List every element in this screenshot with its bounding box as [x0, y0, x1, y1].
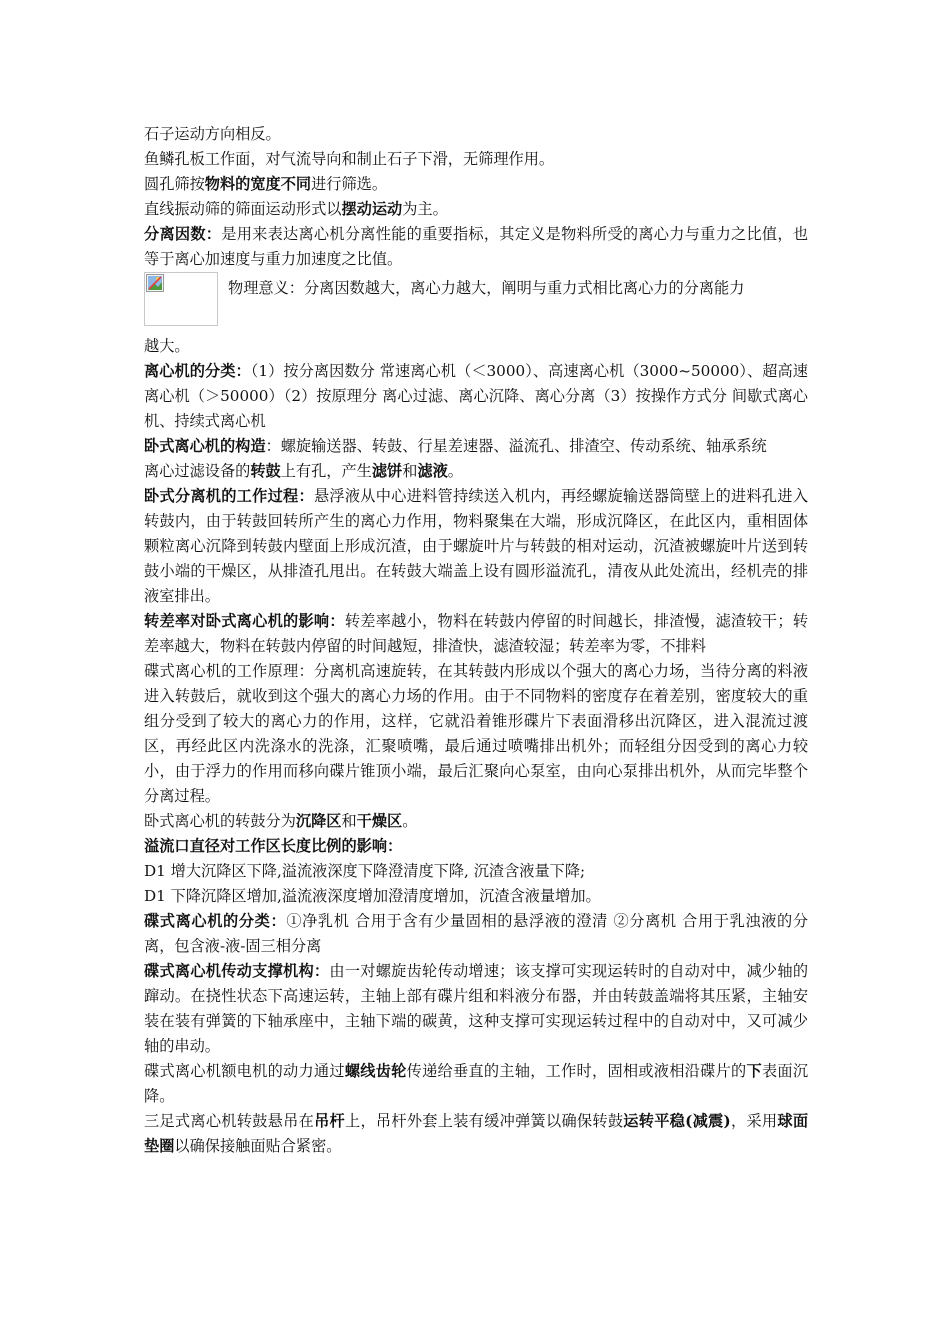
text: 为主。	[402, 200, 448, 218]
paragraph	[144, 147, 808, 172]
text: 石子运动方向相反。	[144, 125, 281, 143]
paragraph-structure	[144, 434, 808, 459]
paragraph	[144, 334, 808, 359]
paragraph-disc-support	[144, 959, 808, 1059]
text: 。	[402, 812, 418, 830]
text: 和	[402, 462, 418, 480]
bold-term: 转鼓	[250, 462, 281, 480]
text: 是用来表达离心机分离性能的重要指标，其定义是物料所受的离心力与重力之比值，也等于离心加速度与重力加速度之比值。	[144, 225, 809, 268]
text: 悬浮液从中心进料管持续送入机内，再经螺旋输送器筒壁上的进料孔进入转鼓内，由于转鼓回转所产生的离心力作用，物料聚集在大端，形成沉降区，在此区内，重相固体颗粒离心沉降到转鼓内壁面上形成沉渣，由于螺旋叶片与转鼓的相对运动，沉渣被螺旋叶片送到转鼓小端的干燥区，从排渣孔甩出。在转鼓大端盖上设有圆形溢流孔，清夜从此处流出，经机壳的排液室排出。	[144, 487, 809, 605]
text: ①净乳机 合用于含有少量固相的悬浮液的澄清 ②分离机 合用于乳浊液的分离，包含液-液-固三相分离	[144, 912, 809, 955]
text: D1 增大沉降区下降,溢流液深度下降澄清度下降, 沉渣含液量下降;	[144, 862, 586, 880]
term-label: 溢流口直径对工作区长度比例的影响：	[144, 837, 403, 855]
text: D1 下降沉降区增加,溢流液深度增加澄清度增加，沉渣含液量增加。	[144, 887, 601, 905]
text: 鱼鳞孔板工作面，对气流导向和制止石子下滑，无筛理作用。	[144, 150, 555, 168]
term-label: 离心机的分类：	[144, 362, 251, 380]
paragraph	[144, 197, 808, 222]
bold-term: 滤液	[417, 462, 448, 480]
paragraph-disc-principle	[144, 659, 808, 809]
term-label: 碟式离心机的分类：	[144, 912, 287, 930]
broken-image-icon	[146, 274, 164, 292]
text: 和	[341, 812, 357, 830]
paragraph	[144, 122, 808, 147]
paragraph-disc-classification	[144, 909, 808, 959]
physical-meaning-text: 物理意义：分离因数越大，离心力越大，阐明与重力式相比离心力的分离能力	[228, 279, 745, 297]
text: 由一对螺旋齿轮传动增速；该支撑可实现运转时的自动对中，减少轴的蹿动。在挠性状态下高速运转，主轴上部有碟片组和料液分布器，并由转鼓盖端将其压紧，主轴安装在装有弹簧的下轴承座中，主轴下端的碳黄，这种支撑可实现运转过程中的自动对中，又可减少轴的串动。	[144, 962, 809, 1055]
figure-line	[144, 272, 808, 334]
paragraph-d1-down	[144, 884, 808, 909]
text: 离心过滤设备的	[144, 462, 251, 480]
bold-term: 运转平稳(减震)	[623, 1112, 731, 1130]
paragraph-separation-factor	[144, 222, 808, 272]
text: 三足式离心机转鼓悬吊在	[144, 1112, 315, 1130]
bold-term: 摆动运动	[341, 200, 403, 218]
text: 越大。	[144, 337, 190, 355]
bold-term: 球面垫圈	[144, 1112, 809, 1155]
term-label: 卧式离心机的构造	[144, 437, 266, 455]
bold-term: 螺线齿轮	[344, 1062, 407, 1080]
text: ：螺旋输送器、转鼓、行星差速器、溢流孔、排渣空、传动系统、轴承系统	[265, 437, 767, 455]
term-label: 分离因数：	[144, 225, 222, 243]
text: 直线振动筛的筛面运动形式以	[144, 200, 342, 218]
text: 圆孔筛按	[144, 175, 205, 193]
paragraph-d1-up	[144, 859, 808, 884]
paragraph-speed-diff	[144, 609, 808, 659]
text: 进行筛选。	[311, 175, 387, 193]
text: 上有孔，产生	[280, 462, 372, 480]
text: 卧式离心机的转鼓分为	[144, 812, 296, 830]
paragraph-classification	[144, 359, 808, 434]
text: 碟式离心机额电机的动力通过	[144, 1062, 345, 1080]
paragraph-process	[144, 484, 808, 609]
text: ，采用	[730, 1112, 778, 1130]
bold-term: 沉降区	[295, 812, 342, 830]
paragraph-disc-motor	[144, 1059, 808, 1109]
text: （1）按分离因数分 常速离心机（＜3000）、高速离心机（3000~50000）、超高速离心机（＞50000）（2）按原理分 离心过滤、离心沉降、离心分离（3）按操作方式分 间歇式离心机、持续式离心机	[144, 362, 808, 430]
text: 表面沉降。	[144, 1062, 809, 1105]
text: 。	[447, 462, 463, 480]
paragraph-drum-zones	[144, 809, 808, 834]
text: 转差率越小，物料在转鼓内停留的时间越长，排渣慢，滤渣较干；转差率越大，物料在转鼓内停留的时间越短，排渣快，滤渣较湿；转差率为零，不排料	[144, 612, 809, 655]
text: 传递给垂直的主轴，工作时，固相或液相沿碟片的	[406, 1062, 747, 1080]
bold-term: 物料的宽度不同	[204, 175, 312, 193]
bold-term: 干燥区	[356, 812, 403, 830]
paragraph-overflow-title	[144, 834, 808, 859]
term-label: 转差率对卧式离心机的影响：	[144, 612, 345, 630]
paragraph	[144, 172, 808, 197]
bold-term: 下	[746, 1062, 762, 1080]
bold-term: 吊杆	[314, 1112, 345, 1130]
document-body	[144, 122, 808, 1159]
text: 碟式离心机的工作原理：分离机高速旋转，在其转鼓内形成以个强大的离心力场，当待分离的料液进入转鼓后，就收到这个强大的离心力场的作用。由于不同物料的密度存在着差别，密度较大的重组分受到了较大的离心力的作用，这样，它就沿着锥形碟片下表面滑移出沉降区，进入混流过渡区，再经此区内洗涤水的洗涤，汇聚喷嘴，最后通过喷嘴排出机外；而轻组分因受到的离心力较小，由于浮力的作用而移向碟片锥顶小端，最后汇聚向心泵室，由向心泵排出机外，从而完毕整个分离过程。	[144, 662, 808, 805]
text: 以确保接触面贴合紧密。	[174, 1137, 342, 1155]
term-label: 卧式分离机的工作过程：	[144, 487, 314, 505]
paragraph-filter	[144, 459, 808, 484]
text: 上，吊杆外套上装有缓冲弹簧以确保转鼓	[345, 1112, 624, 1130]
bold-term: 滤饼	[371, 462, 403, 480]
image-placeholder	[144, 272, 218, 326]
paragraph-three-leg	[144, 1109, 808, 1159]
term-label: 碟式离心机传动支撑机构：	[144, 962, 330, 980]
